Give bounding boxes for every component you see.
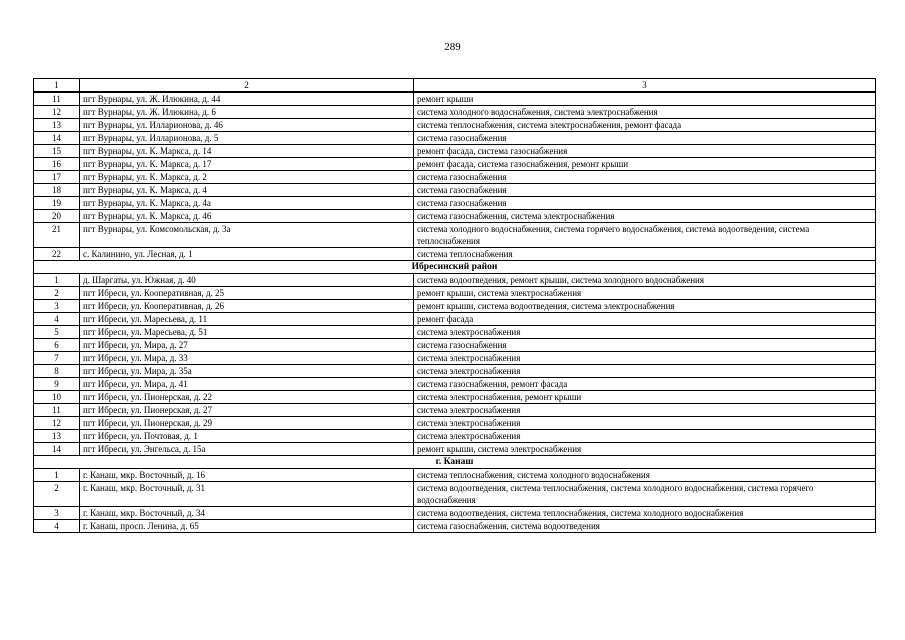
row-address: пгт Ибреси, ул. Мира, д. 27 bbox=[80, 339, 414, 352]
row-address: пгт Вурнары, ул. К. Маркса, д. 2 bbox=[80, 171, 414, 184]
table-row bbox=[34, 391, 876, 404]
table-row bbox=[34, 339, 876, 352]
row-address: пгт Ибреси, ул. Маресьева, д. 11 bbox=[80, 313, 414, 326]
row-works: система газоснабжения bbox=[414, 184, 876, 197]
row-works: ремонт крыши, система электроснабжения bbox=[414, 443, 876, 456]
row-address: пгт Ибреси, ул. Мира, д. 35а bbox=[80, 365, 414, 378]
row-works: система газоснабжения, система водоотведения bbox=[414, 520, 876, 533]
row-number: 11 bbox=[34, 404, 80, 417]
row-number: 13 bbox=[34, 119, 80, 132]
table-row bbox=[34, 197, 876, 210]
row-address: пгт Ибреси, ул. Пионерская, д. 27 bbox=[80, 404, 414, 417]
row-number: 4 bbox=[34, 313, 80, 326]
row-works: система холодного водоснабжения, система электроснабжения bbox=[414, 106, 876, 119]
row-address: пгт Ибреси, ул. Кооперативная, д. 25 bbox=[80, 287, 414, 300]
table-row bbox=[34, 326, 876, 339]
row-number: 12 bbox=[34, 417, 80, 430]
row-number: 15 bbox=[34, 145, 80, 158]
section-title: г. Канаш bbox=[34, 456, 876, 469]
row-works: система теплоснабжения bbox=[414, 248, 876, 261]
row-number: 18 bbox=[34, 184, 80, 197]
row-works: система электроснабжения bbox=[414, 352, 876, 365]
row-address: пгт Вурнары, ул. Илларионова, д. 46 bbox=[80, 119, 414, 132]
row-works: система электроснабжения, ремонт крыши bbox=[414, 391, 876, 404]
table-row bbox=[34, 92, 876, 106]
row-number: 8 bbox=[34, 365, 80, 378]
row-works: система электроснабжения bbox=[414, 326, 876, 339]
row-number: 21 bbox=[34, 223, 80, 248]
row-number: 14 bbox=[34, 132, 80, 145]
table-row bbox=[34, 171, 876, 184]
row-works: ремонт крыши bbox=[414, 92, 876, 106]
table-row bbox=[34, 482, 876, 507]
row-number: 6 bbox=[34, 339, 80, 352]
row-works: система газоснабжения bbox=[414, 171, 876, 184]
row-address: пгт Ибреси, ул. Мира, д. 41 bbox=[80, 378, 414, 391]
row-address: г. Канаш, мкр. Восточный, д. 31 bbox=[80, 482, 414, 507]
row-number: 1 bbox=[34, 469, 80, 482]
row-works: система газоснабжения, система электроснабжения bbox=[414, 210, 876, 223]
header-cell-number: 1 bbox=[34, 79, 80, 93]
table-row bbox=[34, 132, 876, 145]
row-address: пгт Вурнары, ул. К. Маркса, д. 46 bbox=[80, 210, 414, 223]
row-address: с. Калинино, ул. Лесная, д. 1 bbox=[80, 248, 414, 261]
table-row bbox=[34, 430, 876, 443]
table-row bbox=[34, 274, 876, 287]
row-works: система газоснабжения, ремонт фасада bbox=[414, 378, 876, 391]
row-number: 10 bbox=[34, 391, 80, 404]
table-row bbox=[34, 365, 876, 378]
table-row bbox=[34, 145, 876, 158]
row-address: г. Канаш, мкр. Восточный, д. 16 bbox=[80, 469, 414, 482]
row-number: 12 bbox=[34, 106, 80, 119]
row-number: 3 bbox=[34, 300, 80, 313]
table-row bbox=[34, 119, 876, 132]
table-row bbox=[34, 300, 876, 313]
row-number: 22 bbox=[34, 248, 80, 261]
table-body bbox=[34, 79, 876, 533]
row-number: 7 bbox=[34, 352, 80, 365]
table-row bbox=[34, 443, 876, 456]
row-address: пгт Вурнары, ул. Комсомольская, д. 3а bbox=[80, 223, 414, 248]
table-row bbox=[34, 184, 876, 197]
row-address: пгт Вурнары, ул. К. Маркса, д. 17 bbox=[80, 158, 414, 171]
row-number: 2 bbox=[34, 287, 80, 300]
row-address: пгт Ибреси, ул. Мира, д. 33 bbox=[80, 352, 414, 365]
row-address: пгт Ибреси, ул. Пионерская, д. 29 bbox=[80, 417, 414, 430]
table-row bbox=[34, 158, 876, 171]
table-row bbox=[34, 469, 876, 482]
row-works: ремонт фасада bbox=[414, 313, 876, 326]
table-row bbox=[34, 352, 876, 365]
table-row bbox=[34, 106, 876, 119]
row-number: 14 bbox=[34, 443, 80, 456]
row-works: система водоотведения, система теплоснабжения, система холодного водоснабжения, система горячего водоснабжения bbox=[414, 482, 876, 507]
table-row bbox=[34, 248, 876, 261]
section-title: Ибресинский район bbox=[34, 261, 876, 274]
row-number: 3 bbox=[34, 507, 80, 520]
header-cell-works: 3 bbox=[414, 79, 876, 93]
row-address: пгт Ибреси, ул. Пионерская, д. 22 bbox=[80, 391, 414, 404]
table-row bbox=[34, 210, 876, 223]
row-address: пгт Вурнары, ул. К. Маркса, д. 4 bbox=[80, 184, 414, 197]
row-number: 9 bbox=[34, 378, 80, 391]
table-row bbox=[34, 287, 876, 300]
page-number: 289 bbox=[444, 41, 461, 53]
table-row bbox=[34, 378, 876, 391]
row-number: 4 bbox=[34, 520, 80, 533]
table-row bbox=[34, 313, 876, 326]
row-number: 11 bbox=[34, 92, 80, 106]
row-address: пгт Вурнары, ул. К. Маркса, д. 4а bbox=[80, 197, 414, 210]
row-number: 20 bbox=[34, 210, 80, 223]
table-row bbox=[34, 520, 876, 533]
row-address: пгт Вурнары, ул. Ж. Илюкина, д. 44 bbox=[80, 92, 414, 106]
row-works: система теплоснабжения, система холодного водоснабжения bbox=[414, 469, 876, 482]
row-works: система электроснабжения bbox=[414, 430, 876, 443]
row-number: 16 bbox=[34, 158, 80, 171]
row-address: г. Канаш, просп. Ленина, д. 65 bbox=[80, 520, 414, 533]
row-address: пгт Вурнары, ул. Илларионова, д. 5 bbox=[80, 132, 414, 145]
row-number: 17 bbox=[34, 171, 80, 184]
row-works: система водоотведения, система теплоснабжения, система холодного водоснабжения bbox=[414, 507, 876, 520]
row-address: д. Шаргаты, ул. Южная, д. 40 bbox=[80, 274, 414, 287]
row-works: система газоснабжения bbox=[414, 339, 876, 352]
row-works: ремонт фасада, система газоснабжения bbox=[414, 145, 876, 158]
row-address: пгт Ибреси, ул. Энгельса, д. 15а bbox=[80, 443, 414, 456]
row-number: 19 bbox=[34, 197, 80, 210]
section-header-row bbox=[34, 456, 876, 469]
row-number: 5 bbox=[34, 326, 80, 339]
row-address: пгт Ибреси, ул. Почтовая, д. 1 bbox=[80, 430, 414, 443]
row-number: 1 bbox=[34, 274, 80, 287]
row-number: 2 bbox=[34, 482, 80, 507]
row-works: ремонт крыши, система водоотведения, система электроснабжения bbox=[414, 300, 876, 313]
row-works: система водоотведения, ремонт крыши, система холодного водоснабжения bbox=[414, 274, 876, 287]
header-cell-address: 2 bbox=[80, 79, 414, 93]
table-row bbox=[34, 507, 876, 520]
row-address: пгт Вурнары, ул. Ж. Илюкина, д. 6 bbox=[80, 106, 414, 119]
row-number: 13 bbox=[34, 430, 80, 443]
row-works: ремонт фасада, система газоснабжения, ремонт крыши bbox=[414, 158, 876, 171]
row-address: пгт Ибреси, ул. Маресьева, д. 51 bbox=[80, 326, 414, 339]
row-works: система теплоснабжения, система электроснабжения, ремонт фасада bbox=[414, 119, 876, 132]
table-row bbox=[34, 404, 876, 417]
section-header-row bbox=[34, 261, 876, 274]
row-works: система электроснабжения bbox=[414, 404, 876, 417]
row-address: пгт Ибреси, ул. Кооперативная, д. 26 bbox=[80, 300, 414, 313]
table-row bbox=[34, 417, 876, 430]
row-works: система электроснабжения bbox=[414, 417, 876, 430]
row-address: г. Канаш, мкр. Восточный, д. 34 bbox=[80, 507, 414, 520]
table-row bbox=[34, 223, 876, 248]
row-works: система газоснабжения bbox=[414, 132, 876, 145]
row-works: система газоснабжения bbox=[414, 197, 876, 210]
row-works: ремонт крыши, система электроснабжения bbox=[414, 287, 876, 300]
row-works: система электроснабжения bbox=[414, 365, 876, 378]
header-row bbox=[34, 79, 876, 93]
repair-table bbox=[33, 78, 876, 533]
row-address: пгт Вурнары, ул. К. Маркса, д. 14 bbox=[80, 145, 414, 158]
row-works: система холодного водоснабжения, система горячего водоснабжения, система водоотведения, система теплоснабжения bbox=[414, 223, 876, 248]
